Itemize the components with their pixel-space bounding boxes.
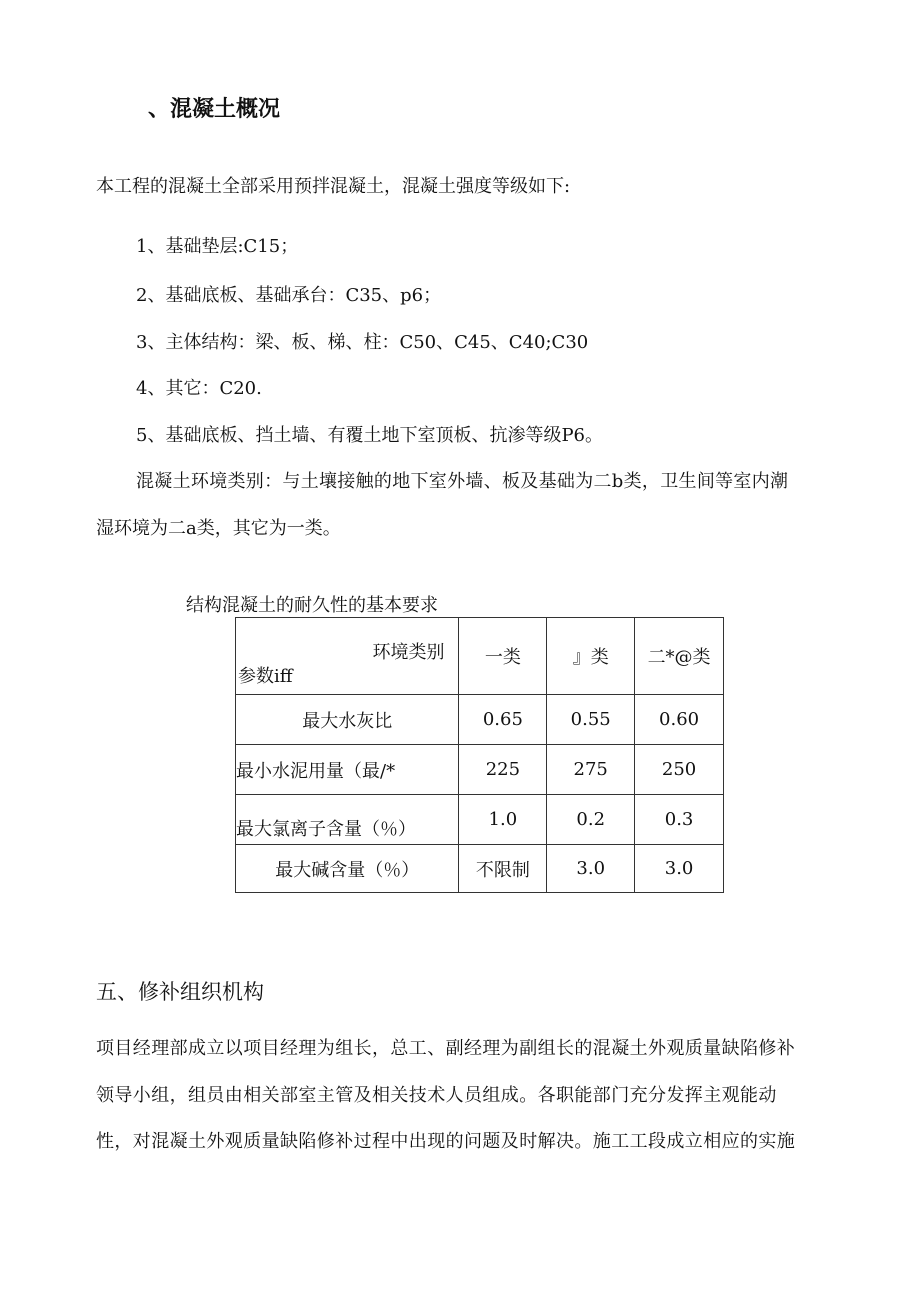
row-label: 最大氯离子含量（％） [236, 795, 459, 845]
table-cell: 225 [459, 745, 547, 795]
table-cell: 0.2 [547, 795, 635, 845]
environment-paragraph-line1: 混凝土环境类别：与土壤接触的地下室外墙、板及基础为二b类，卫生间等室内潮 [136, 471, 789, 492]
list-item: 2、基础底板、基础承台：C35、p6； [136, 285, 442, 306]
table-cell: 3.0 [635, 845, 724, 893]
column-header: 』类 [547, 618, 635, 695]
list-item: 3、主体结构：梁、板、梯、柱：C50、C45、C40;C30 [136, 332, 589, 353]
durability-table [235, 617, 724, 893]
paragraph-line: 领导小组，组员由相关部室主管及相关技术人员组成。各职能部门充分发挥主观能动 [96, 1085, 777, 1106]
table-cell: 1.0 [459, 795, 547, 845]
list-item: 1、基础垫层:C15； [136, 236, 299, 257]
row-label: 最小水泥用量（最/* [236, 745, 459, 795]
intro-paragraph: 本工程的混凝土全部采用预拌混凝土，混凝土强度等级如下: [96, 176, 571, 197]
table-cell: 0.60 [635, 695, 724, 745]
list-item: 5、基础底板、挡土墙、有覆土地下室顶板、抗渗等级P6。 [136, 425, 604, 446]
paragraph-line: 项目经理部成立以项目经理为组长，总工、副经理为副组长的混凝土外观质量缺陷修补 [96, 1038, 796, 1059]
table-row [236, 795, 724, 845]
param-label: 参数iff [238, 666, 293, 687]
section-title: 、混凝土概况 [148, 97, 281, 122]
row-label: 最大水灰比 [236, 695, 459, 745]
table-cell: 0.3 [635, 795, 724, 845]
table-row [236, 845, 724, 893]
table-caption: 结构混凝土的耐久性的基本要求 [186, 595, 438, 616]
paragraph-line: 性，对混凝土外观质量缺陷修补过程中出现的问题及时解决。施工工段成立相应的实施 [96, 1131, 796, 1152]
table-cell: 3.0 [547, 845, 635, 893]
row-label: 最大碱含量（％） [236, 845, 459, 893]
table-row [236, 745, 724, 795]
column-header: 二*@类 [635, 618, 724, 695]
table-row [236, 695, 724, 745]
environment-paragraph-line2: 湿环境为二a类，其它为一类。 [96, 518, 341, 539]
table-cell: 不限制 [459, 845, 547, 893]
table-cell: 0.65 [459, 695, 547, 745]
header-diagonal-cell [236, 618, 459, 695]
list-item: 4、其它：C20. [136, 378, 262, 399]
section-title: 五、修补组织机构 [96, 980, 264, 1004]
env-category-label: 环境类别 [372, 642, 445, 663]
table-cell: 250 [635, 745, 724, 795]
table-cell: 0.55 [547, 695, 635, 745]
table-cell: 275 [547, 745, 635, 795]
column-header: 一类 [459, 618, 547, 695]
table-header-row [236, 618, 724, 695]
